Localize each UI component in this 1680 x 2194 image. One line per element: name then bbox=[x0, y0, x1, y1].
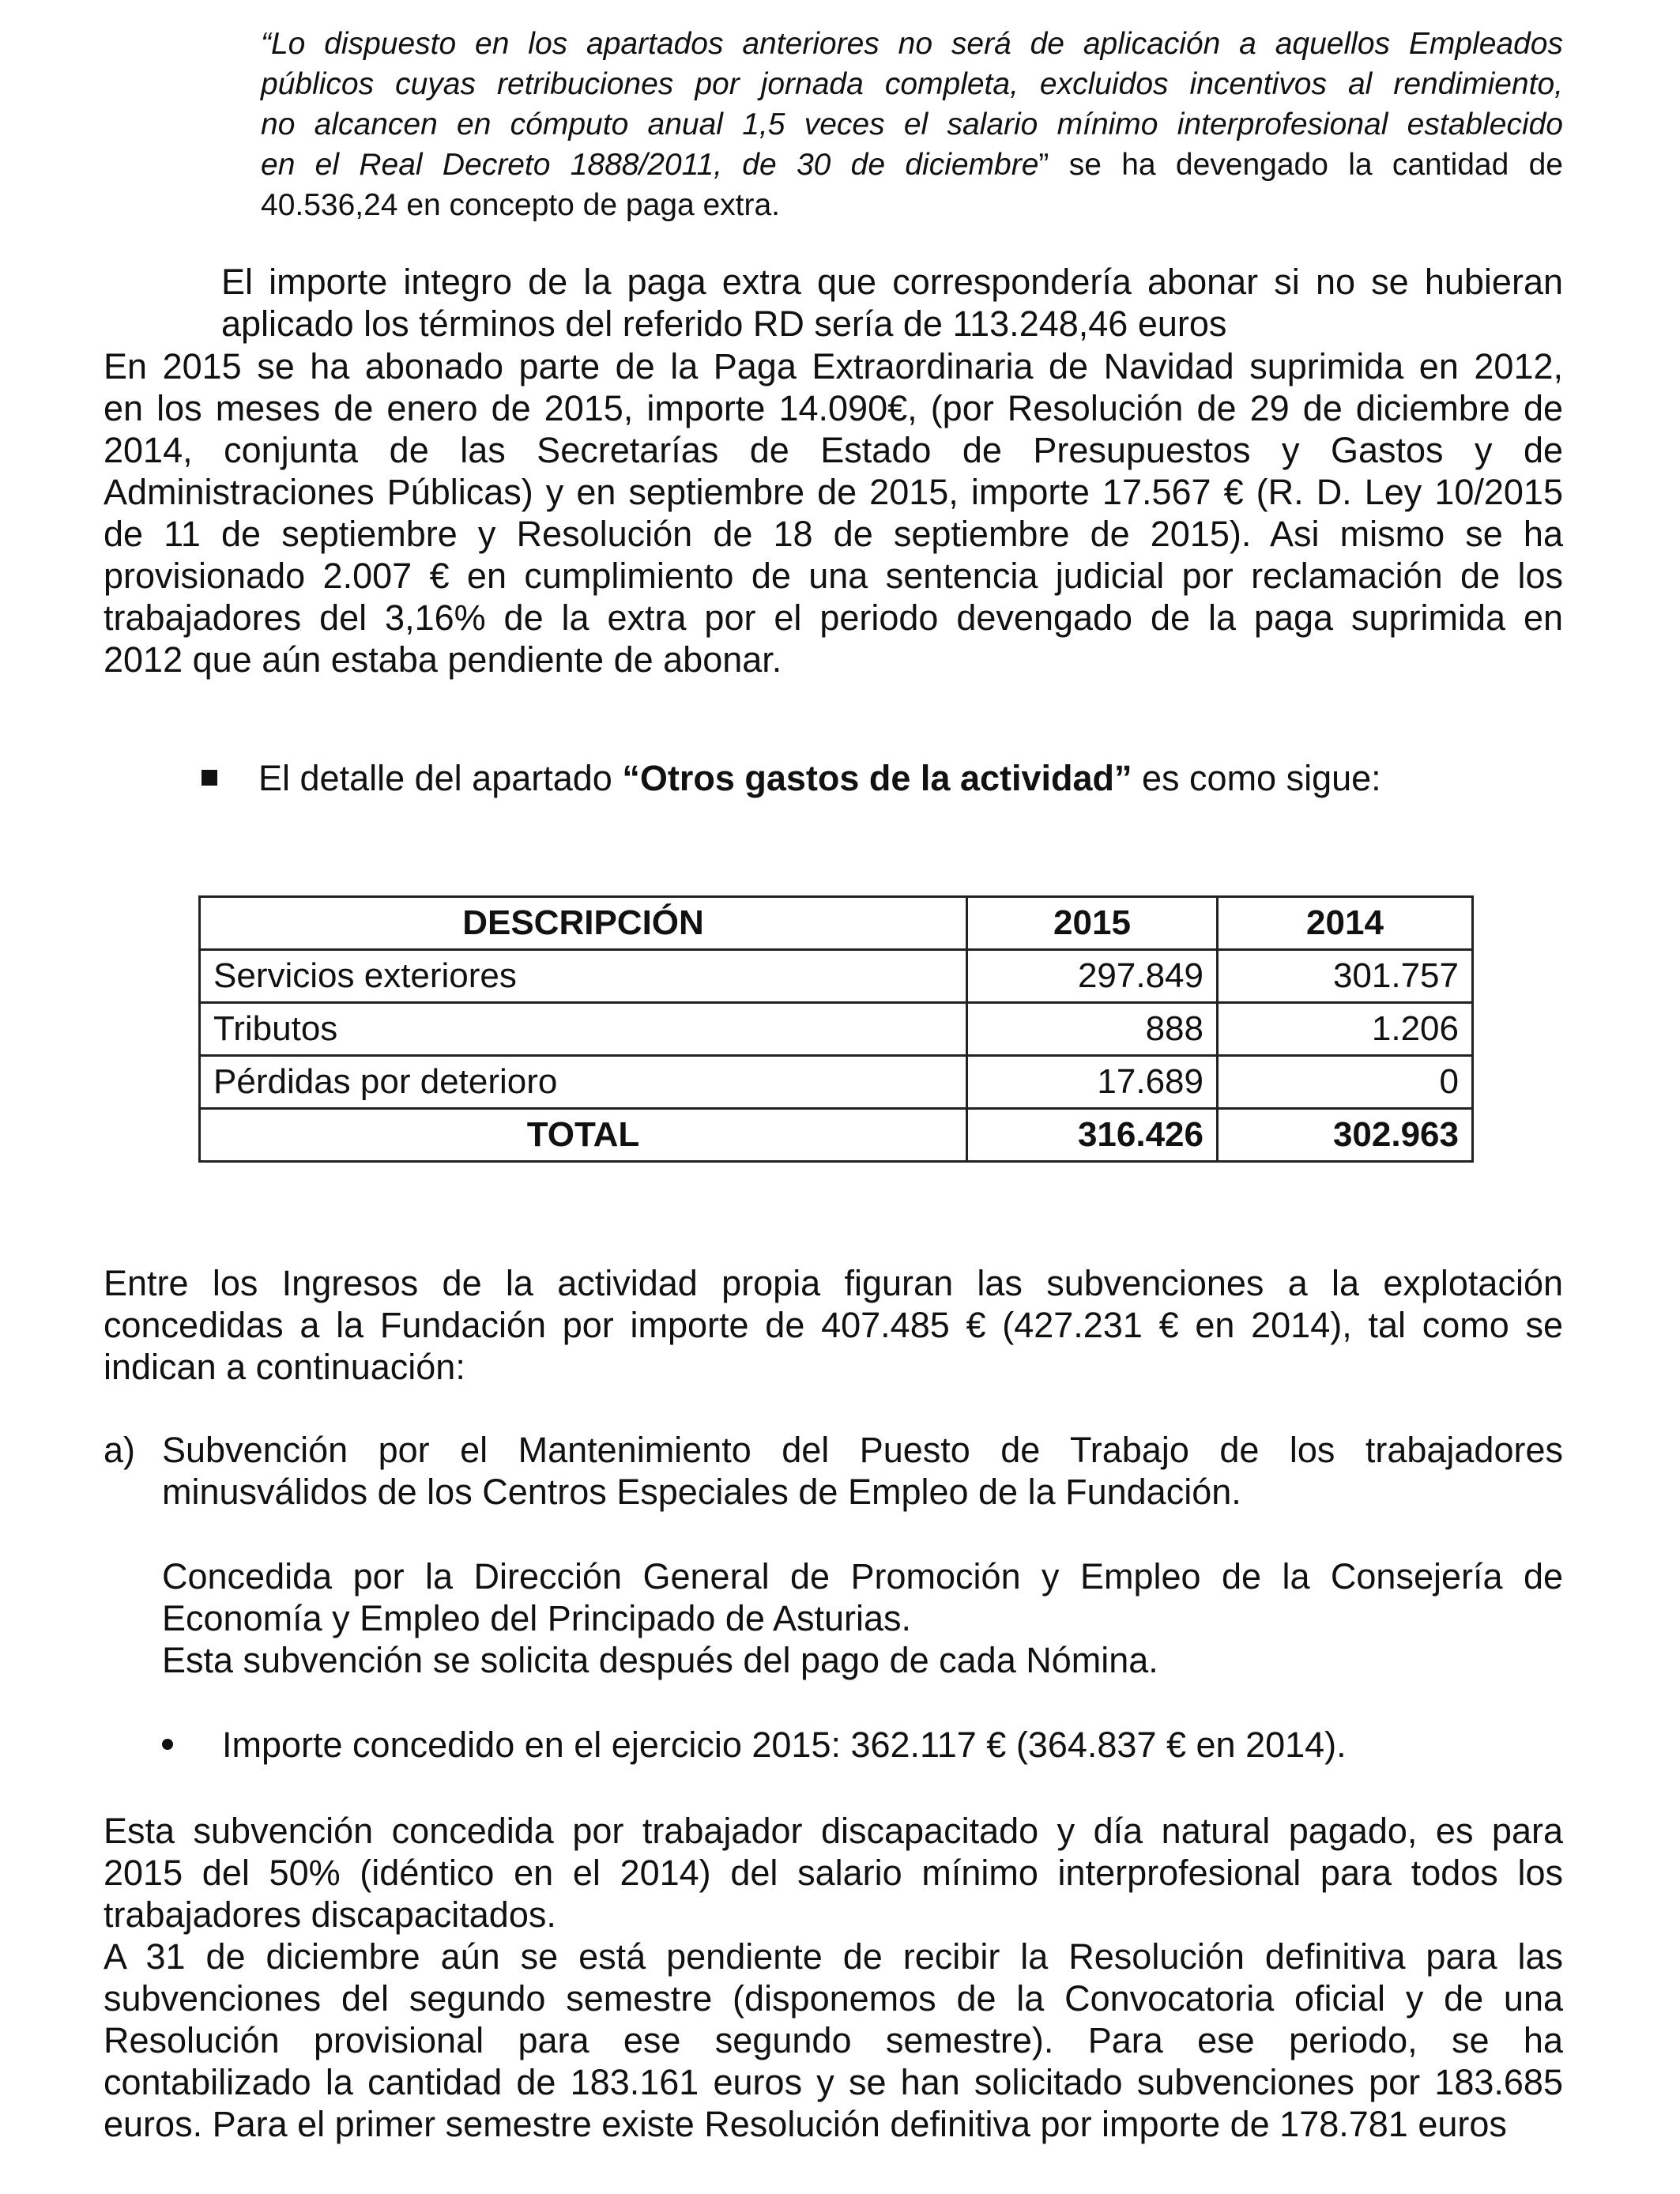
item-a-letter: a) bbox=[104, 1430, 136, 1470]
text-line: euros. Para el primer semestre existe Resolución definitiva por importe de 178.781 euros bbox=[104, 2104, 1507, 2144]
table-row bbox=[200, 950, 1473, 1003]
abono-2015-paragraph bbox=[104, 345, 1563, 680]
text-line: En 2015 se ha abonado parte de la Paga Extraordinaria de Navidad suprimida en 2012, bbox=[104, 346, 1563, 386]
text-line: trabajadores del 3,16% de la extra por el periodo devengado de la paga suprimida en bbox=[104, 598, 1563, 638]
text-line: Concedida por la Dirección General de Promoción y Empleo de la Consejería de bbox=[162, 1556, 1563, 1596]
text-line: Esta subvención se solicita después del pago de cada Nómina. bbox=[162, 1640, 1158, 1680]
total-2014: 302.963 bbox=[1218, 1109, 1473, 1162]
text-line: Subvención por el Mantenimiento del Puesto de Trabajo de los trabajadores bbox=[162, 1430, 1563, 1470]
row-value-2015: 297.849 bbox=[967, 950, 1218, 1003]
text-line: en los meses de enero de 2015, importe 14.090€, (por Resolución de 29 de diciembre de bbox=[104, 388, 1563, 428]
row-value-2014: 1.206 bbox=[1218, 1003, 1473, 1056]
text-line: 2012 que aún estaba pendiente de abonar. bbox=[104, 639, 782, 680]
row-value-2015: 888 bbox=[967, 1003, 1218, 1056]
header-2015: 2015 bbox=[967, 897, 1218, 950]
text-line: 2015 del 50% (idéntico en el 2014) del salario mínimo interprofesional para todos los bbox=[104, 1853, 1563, 1893]
header-2014: 2014 bbox=[1218, 897, 1473, 950]
importe-paragraph bbox=[221, 261, 1563, 345]
row-value-2014: 301.757 bbox=[1218, 950, 1473, 1003]
text-line: aplicado los términos del referido RD sería de 113.248,46 euros bbox=[221, 303, 1227, 344]
text-line: provisionado 2.007 € en cumplimiento de una sentencia judicial por reclamación de los bbox=[104, 556, 1563, 596]
text-line: Entre los Ingresos de la actividad propia figuran las subvenciones a la explotación bbox=[104, 1263, 1563, 1303]
item-a-text bbox=[162, 1429, 1563, 1513]
table-total-row bbox=[200, 1109, 1473, 1162]
importe-concedido-bullet: Importe concedido en el ejercicio 2015: 362.117 € (364.837 € en 2014). bbox=[162, 1724, 1347, 1766]
text-line: El importe integro de la paga extra que correspondería abonar si no se hubieran bbox=[221, 262, 1563, 302]
header-descripcion: DESCRIPCIÓN bbox=[200, 897, 967, 950]
text-line: concedidas a la Fundación por importe de 407.485 € (427.231 € en 2014), tal como se bbox=[104, 1305, 1563, 1345]
quote-line: públicos cuyas retribuciones por jornada completa, excluidos incentivos al rendimiento, bbox=[261, 67, 1563, 101]
total-2015: 316.426 bbox=[967, 1109, 1218, 1162]
otros-gastos-table bbox=[198, 895, 1474, 1163]
row-label: Servicios exteriores bbox=[200, 950, 967, 1003]
total-label: TOTAL bbox=[200, 1109, 967, 1162]
quote-line: 40.536,24 en concepto de paga extra. bbox=[261, 188, 781, 222]
text-line: trabajadores discapacitados. bbox=[104, 1894, 556, 1935]
table-header-row bbox=[200, 897, 1473, 950]
text-line: Administraciones Públicas) y en septiembre de 2015, importe 17.567 € (R. D. Ley 10/2015 bbox=[104, 472, 1563, 512]
table-row bbox=[200, 1003, 1473, 1056]
ingresos-paragraph bbox=[104, 1262, 1563, 1388]
round-bullet-icon bbox=[162, 1739, 173, 1750]
table-row bbox=[200, 1056, 1473, 1109]
text-line: Resolución provisional para ese segundo semestre). Para ese periodo, se ha bbox=[104, 2020, 1563, 2060]
text-line: indican a continuación: bbox=[104, 1347, 465, 1387]
square-bullet-icon bbox=[202, 770, 217, 786]
text-line: minusválidos de los Centros Especiales de Empleo de la Fundación. bbox=[162, 1472, 1241, 1512]
quote-paragraph bbox=[261, 24, 1563, 225]
text-line: de 11 de septiembre y Resolución de 18 de septiembre de 2015). Asi mismo se ha bbox=[104, 514, 1563, 554]
esta-subvencion-paragraph bbox=[104, 1810, 1563, 2145]
text-line: subvenciones del segundo semestre (disponemos de la Convocatoria oficial y de una bbox=[104, 1978, 1563, 2019]
concedida-paragraph bbox=[162, 1555, 1563, 1681]
text-line: Esta subvención concedida por trabajador discapacitado y día natural pagado, es para bbox=[104, 1811, 1563, 1851]
row-value-2014: 0 bbox=[1218, 1056, 1473, 1109]
text-line: Economía y Empleo del Principado de Asturias. bbox=[162, 1598, 912, 1638]
row-label: Pérdidas por deterioro bbox=[200, 1056, 967, 1109]
row-label: Tributos bbox=[200, 1003, 967, 1056]
otros-gastos-bullet: El detalle del apartado “Otros gastos de la actividad” es como sigue: bbox=[202, 757, 1381, 799]
row-value-2015: 17.689 bbox=[967, 1056, 1218, 1109]
quote-line: en el Real Decreto 1888/2011, de 30 de diciembre” se ha devengado la cantidad de bbox=[261, 148, 1563, 182]
text-line: 2014, conjunta de las Secretarías de Estado de Presupuestos y Gastos y de bbox=[104, 430, 1563, 470]
quote-line: no alcancen en cómputo anual 1,5 veces el salario mínimo interprofesional establecido bbox=[261, 107, 1563, 141]
quote-line: “Lo dispuesto en los apartados anteriores no será de aplicación a aquellos Empleados bbox=[261, 27, 1563, 61]
text-line: A 31 de diciembre aún se está pendiente de recibir la Resolución definitiva para las bbox=[104, 1936, 1563, 1977]
text-line: contabilizado la cantidad de 183.161 euros y se han solicitado subvenciones por 183.685 bbox=[104, 2062, 1563, 2102]
